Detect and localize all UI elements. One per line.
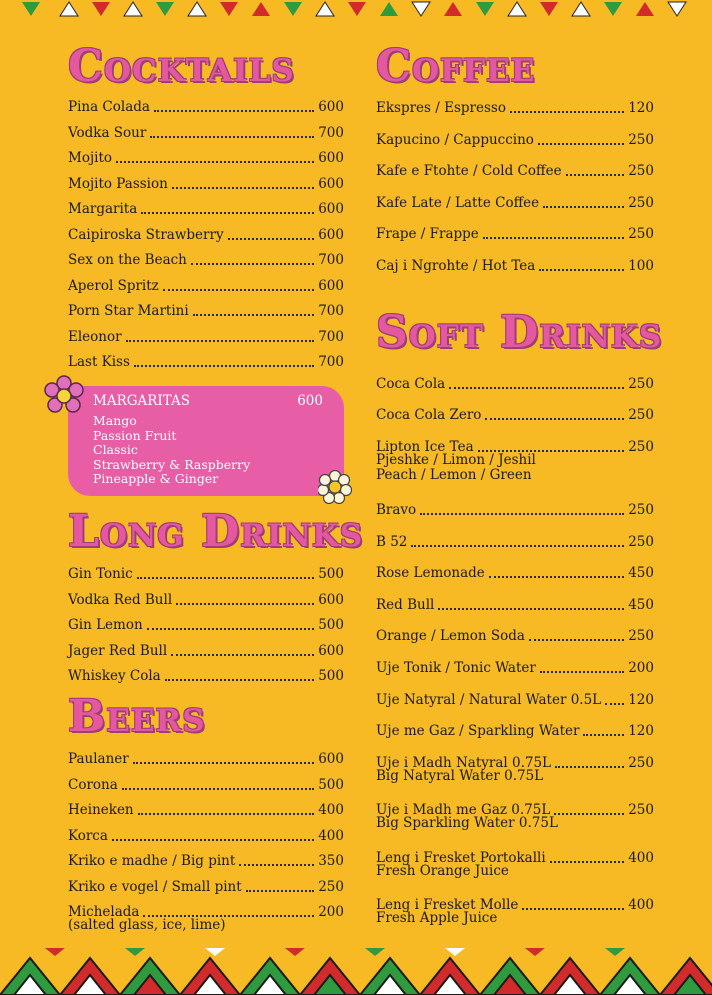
menu-item-price: 250 [628,195,654,211]
dot-leader [172,187,314,189]
dot-leader [116,161,314,163]
menu-item-row [68,565,344,583]
menu-item-name: Kafe e Ftohte / Cold Coffee [376,163,562,179]
menu-item-price: 700 [318,125,344,141]
menu-item-row [376,627,654,645]
dot-leader [583,734,624,736]
menu-item-row [68,776,344,794]
menu-item-name: Pina Colada [68,99,150,115]
menu-item-row [68,277,344,295]
menu-item-row [376,194,654,212]
menu-item-name: B 52 [376,534,408,550]
dot-leader [522,908,624,910]
menu-item-price: 200 [628,660,654,676]
menu-item-price: 250 [628,534,654,550]
dot-leader [550,861,625,863]
menu-item-row [376,99,654,117]
menu-item-row [376,375,654,393]
dot-leader [228,238,315,240]
menu-item-name: Korca [68,828,108,844]
bottom-triangle-border [0,948,712,995]
menu-item-name: Coca Cola [376,376,446,392]
menu-item-row [376,596,654,614]
dot-leader [239,864,314,866]
menu-item-row [376,722,654,740]
menu-item-price: 120 [628,692,654,708]
menu-item-price: 250 [628,502,654,518]
margaritas-box [68,386,344,496]
menu-item-price: 400 [318,828,344,844]
menu-item-name: Jager Red Bull [68,643,168,659]
menu-item-name: Kafe Late / Latte Coffee [376,195,540,211]
menu-item-price: 250 [628,628,654,644]
margarita-flavor: Pineapple & Ginger [93,471,219,487]
dot-leader [191,263,314,265]
menu-item-name: Michelada [68,904,140,920]
menu-item-price: 450 [628,597,654,613]
menu-item-name: Uje Tonik / Tonic Water [376,660,536,676]
dot-leader [165,679,314,681]
dot-leader [543,206,624,208]
menu-item-name: Mojito Passion [68,176,168,192]
dot-leader [122,788,314,790]
dot-leader [485,418,624,420]
menu-item-row [68,200,344,218]
dot-leader [171,654,314,656]
soft-drinks-heading: Soft Drinks [376,307,663,358]
dot-leader [150,136,314,138]
menu-item-name: Gin Tonic [68,566,133,582]
dot-leader [112,839,314,841]
dot-leader [411,545,624,547]
menu-item-price: 600 [318,99,344,115]
menu-item-row [68,750,344,768]
menu-item-row [68,251,344,269]
dot-leader [540,671,624,673]
menu-item-name: Vodka Sour [68,125,147,141]
dot-leader [555,766,624,768]
menu-item-note: Pjeshke / Limon / Jeshil [376,452,536,468]
margaritas-title: MARGARITAS [93,393,191,409]
pink-flower-icon [43,375,85,417]
menu-item-price: 600 [318,150,344,166]
menu-item-note: Fresh Orange Juice [376,863,509,879]
menu-item-name: Uje Natyral / Natural Water 0.5L [376,692,602,708]
dot-leader [420,513,624,515]
dot-leader [141,212,314,214]
cocktails-heading: Cocktails [68,41,295,92]
menu-item-price: 400 [318,802,344,818]
menu-item-name: Frape / Frappe [376,226,479,242]
menu-item-name: Mojito [68,150,113,166]
menu-item-row [68,353,344,371]
margarita-flavor: Classic [93,442,138,458]
dot-leader [147,628,315,630]
menu-item-row [376,162,654,180]
menu-item-name: Uje i Madh Natyral 0.75L [376,755,551,771]
menu-item-price: 600 [318,643,344,659]
menu-item-price: 600 [318,227,344,243]
menu-item-price: 250 [628,407,654,423]
dot-leader [483,237,624,239]
menu-item-price: 700 [318,303,344,319]
menu-item-row [68,616,344,634]
menu-item-row [376,257,654,275]
margarita-flavor: Passion Fruit [93,427,177,443]
menu-item-name: Lipton Ice Tea [376,439,474,455]
menu-item-name: Kapucino / Cappuccino [376,132,534,148]
dot-leader [163,289,314,291]
menu-item-price: 500 [318,777,344,793]
menu-item-row [68,226,344,244]
top-triangle-border [0,0,712,20]
menu-item-price: 500 [318,617,344,633]
menu-item-row [376,501,654,519]
menu-item-name: Vodka Red Bull [68,592,173,608]
coffee-heading: Coffee [376,41,536,92]
menu-item-price: 700 [318,354,344,370]
menu-item-name: Red Bull [376,597,435,613]
menu-item-name: Caj i Ngrohte / Hot Tea [376,258,536,274]
margarita-flavor: Mango [93,413,137,428]
menu-item-price: 250 [628,802,654,818]
menu-item-name: Coca Cola Zero [376,407,482,423]
menu-item-name: Kriko e madhe / Big pint [68,853,236,869]
dot-leader [489,576,624,578]
menu-item-price: 250 [628,163,654,179]
menu-item-name: Last Kiss [68,354,130,370]
menu-item-name: Orange / Lemon Soda [376,628,525,644]
menu-item-row [68,175,344,193]
dot-leader [126,340,315,342]
dot-leader [554,813,624,815]
menu-item-name: Leng i Fresket Molle [376,897,519,913]
menu-item-price: 250 [628,439,654,455]
menu-item-name: Heineken [68,802,134,818]
menu-item-row [68,98,344,116]
menu-item-price: 700 [318,329,344,345]
dot-leader [529,639,624,641]
menu-item-row [376,406,654,424]
menu-item-price: 250 [628,132,654,148]
menu-item-price: 120 [628,723,654,739]
menu-item-row [68,591,344,609]
dot-leader [193,314,315,316]
menu-item-row [68,827,344,845]
menu-item-row [376,533,654,551]
menu-item-price: 600 [318,751,344,767]
menu-item-note: (salted glass, ice, lime) [68,917,226,933]
margarita-flavor: Strawberry & Raspberry [93,456,251,472]
menu-item-name: Eleonor [68,329,122,345]
menu-item-price: 450 [628,565,654,581]
menu-item-name: Whiskey Cola [68,668,161,684]
dot-leader [176,603,314,605]
menu-item-price: 600 [318,201,344,217]
dot-leader [137,577,314,579]
white-flower-icon [318,470,352,504]
dot-leader [133,762,314,764]
menu-item-note: Big Sparkling Water 0.75L [376,815,558,831]
margaritas-flavor-list [93,414,250,487]
menu-item-row [68,124,344,142]
menu-item-price: 600 [318,176,344,192]
menu-item-price: 700 [318,252,344,268]
menu-item-name: Rose Lemonade [376,565,485,581]
dot-leader [449,387,624,389]
menu-item-row [68,302,344,320]
menu-item-price: 250 [318,879,344,895]
dot-leader [605,703,624,705]
menu-item-price: 600 [318,278,344,294]
menu-item-price: 400 [628,897,654,913]
menu-item-name: Aperol Spritz [68,278,159,294]
menu-item-row [376,225,654,243]
dot-leader [438,608,624,610]
menu-item-price: 100 [628,258,654,274]
menu-item-name: Ekspres / Espresso [376,100,506,116]
menu-item-row [68,149,344,167]
menu-item-name: Sex on the Beach [68,252,187,268]
menu-item-name: Uje me Gaz / Sparkling Water [376,723,580,739]
dot-leader [154,110,314,112]
menu-item-name: Margarita [68,201,138,217]
long-drinks-heading: Long Drinks [68,506,364,557]
menu-item-row [68,328,344,346]
menu-item-price: 250 [628,376,654,392]
dot-leader [566,174,625,176]
menu-item-price: 350 [318,853,344,869]
menu-item-price: 250 [628,226,654,242]
menu-item-name: Paulaner [68,751,129,767]
menu-item-name: Porn Star Martini [68,303,189,319]
menu-item-row [376,131,654,149]
menu-item-note: Big Natyral Water 0.75L [376,768,544,784]
menu-item-row [68,801,344,819]
dot-leader [134,365,314,367]
menu-item-note: Peach / Lemon / Green [376,467,532,483]
menu-item-price: 250 [628,755,654,771]
menu-item-name: Kriko e vogel / Small pint [68,879,242,895]
menu-item-name: Uje i Madh me Gaz 0.75L [376,802,551,818]
dot-leader [510,111,624,113]
dot-leader [538,143,624,145]
margaritas-price: 600 [297,393,323,409]
menu-item-row [68,852,344,870]
menu-item-price: 120 [628,100,654,116]
menu-item-price: 600 [318,592,344,608]
dot-leader [539,269,624,271]
beers-heading: Beers [68,691,206,742]
menu-item-name: Leng i Fresket Portokalli [376,850,546,866]
menu-item-price: 500 [318,566,344,582]
menu-item-name: Caipiroska Strawberry [68,227,224,243]
dot-leader [246,890,315,892]
menu-item-note: Fresh Apple Juice [376,910,498,926]
menu-item-name: Gin Lemon [68,617,143,633]
menu-item-row [376,564,654,582]
menu-item-name: Bravo [376,502,417,518]
menu-item-price: 200 [318,904,344,920]
dot-leader [138,813,315,815]
menu-item-row [376,691,654,709]
menu-item-row [68,878,344,896]
menu-item-price: 500 [318,668,344,684]
menu-item-row [68,667,344,685]
menu-item-price: 400 [628,850,654,866]
menu-item-name: Corona [68,777,118,793]
menu-item-row [376,659,654,677]
menu-item-row [68,642,344,660]
